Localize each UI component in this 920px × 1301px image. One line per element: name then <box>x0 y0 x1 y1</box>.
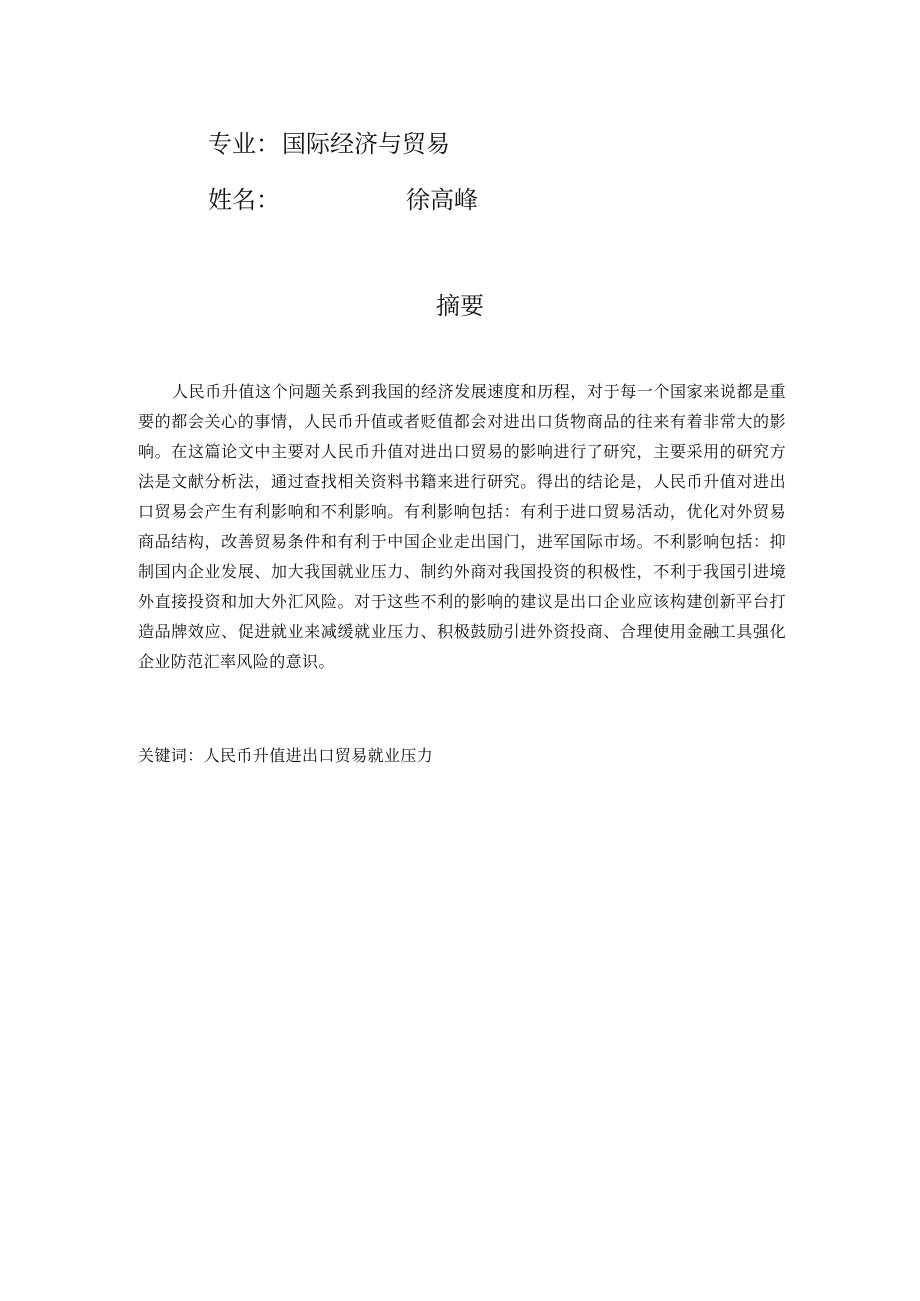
abstract-title: 摘要 <box>436 292 484 320</box>
major-row <box>208 129 450 159</box>
keywords-label: 关键词： <box>138 746 204 765</box>
major-value: 国际经济与贸易 <box>282 130 450 158</box>
keywords-value: 人民币升值进出口贸易就业压力 <box>203 746 434 765</box>
major-label: 专业： <box>208 130 280 158</box>
keywords-line <box>138 741 433 771</box>
name-label: 姓名： <box>208 186 280 214</box>
name-row <box>208 185 478 215</box>
abstract-body: 人民币升值这个问题关系到我国的经济发展速度和历程，对于每一个国家来说都是重要的都会关心的事情，人民币升值或者贬值都会对进出口货物商品的往来有着非常大的影响。在这篇论文中主要对人民币升值对进出口贸易的影响进行了研究，主要采用的研究方法是文献分析法，通过查找相关资料书籍来进行研究。得出的结论是，人民币升值对进出口贸易会产生有利影响和不利影响。有利影响包括：有利于进口贸易活动，优化对外贸易商品结构，改善贸易条件和有利于中国企业走出国门，进军国际市场。不利影响包括：抑制国内企业发展、加大我国就业压力、制约外商对我国投资的积极性，不利于我国引进境外直接投资和加大外汇风险。对于这些不利的影响的建议是出口企业应该构建创新平台打造品牌效应、促进就业来减缓就业压力、积极鼓励引进外资投商、合理使用金融工具强化企业防范汇率风险的意识。 <box>138 382 786 671</box>
name-value: 徐高峰 <box>406 186 478 214</box>
